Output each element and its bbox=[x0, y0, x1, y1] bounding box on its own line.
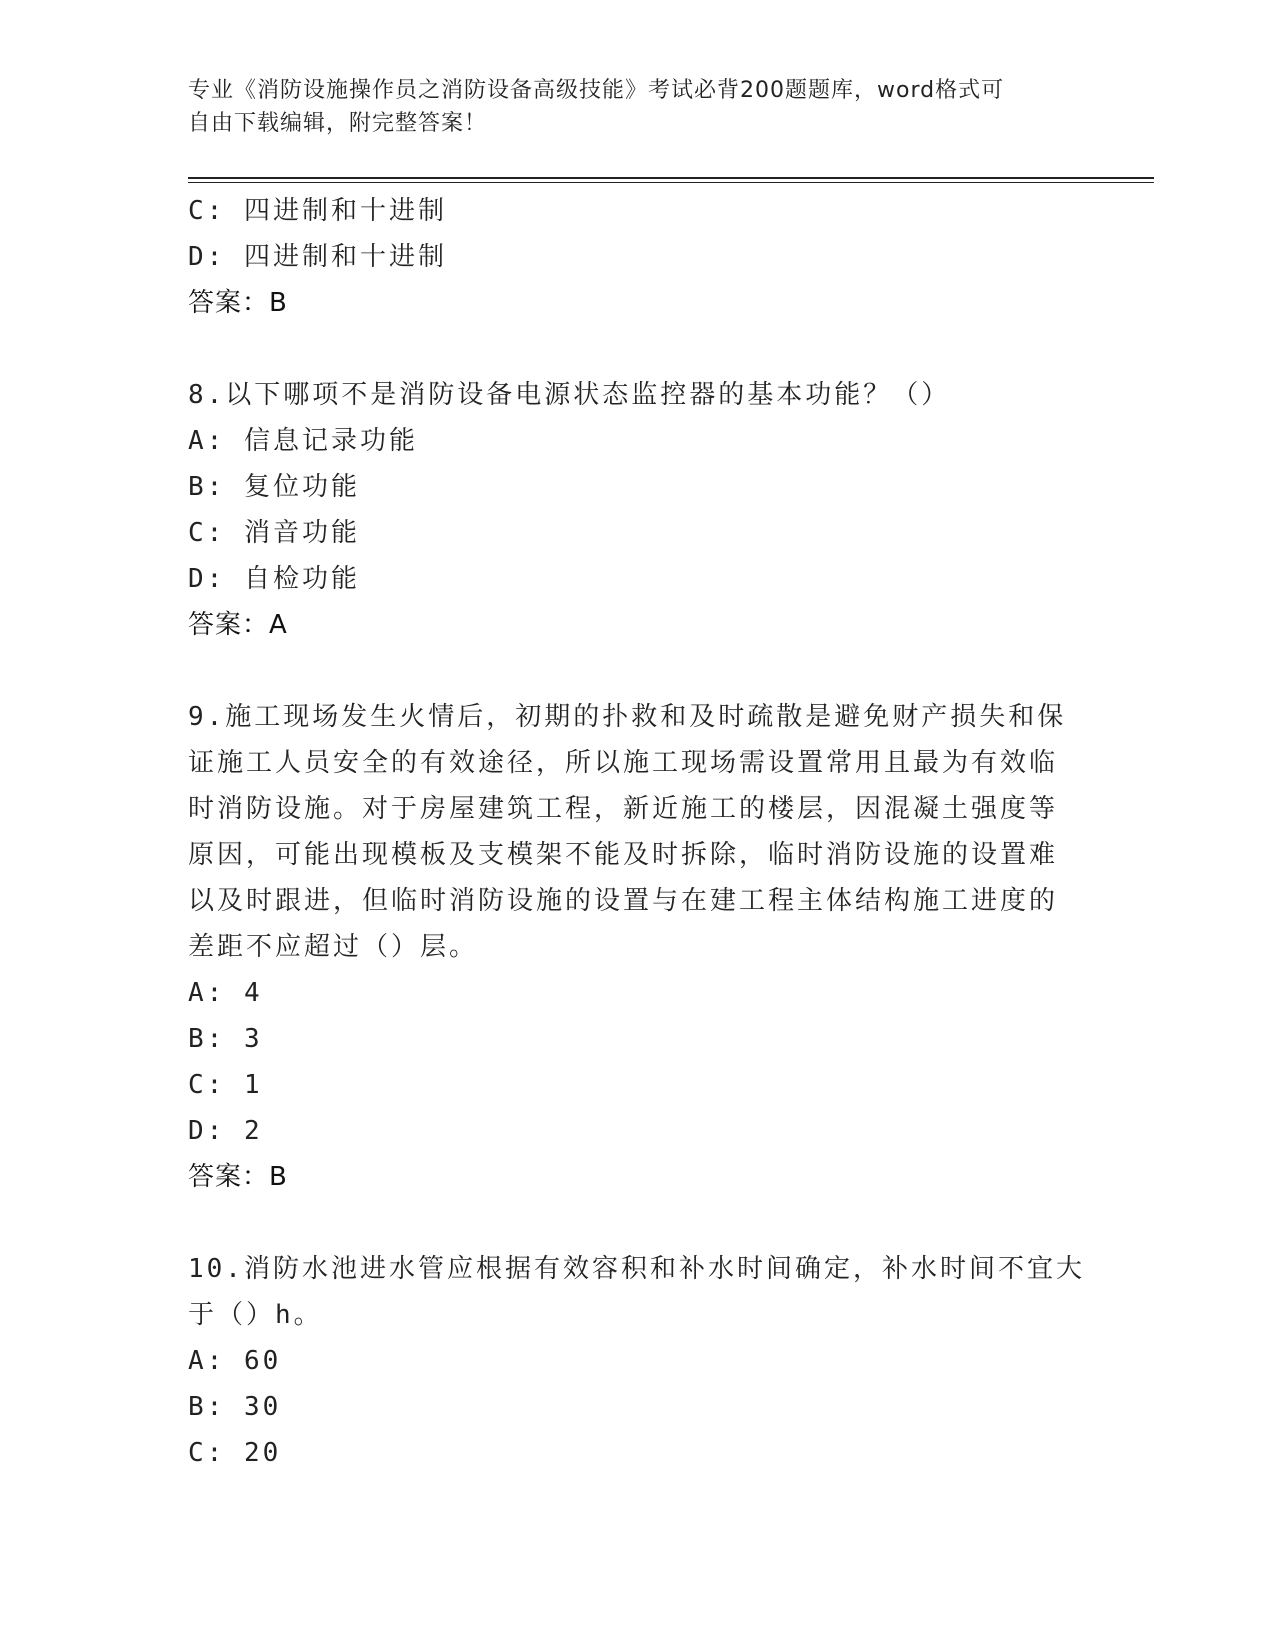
option-a: A: 4 bbox=[188, 978, 263, 1008]
option-c: C: 1 bbox=[188, 1070, 263, 1100]
option-c: C: 20 bbox=[188, 1438, 282, 1468]
option-a: A: 信息记录功能 bbox=[188, 426, 418, 456]
question-8 bbox=[188, 372, 1088, 648]
question-spacer bbox=[188, 1200, 1088, 1246]
option-a: A: 60 bbox=[188, 1346, 282, 1376]
question-text-line: 原因，可能出现模板及支模架不能及时拆除，临时消防设施的设置难 bbox=[188, 840, 1059, 870]
question-text-line: 9.施工现场发生火情后，初期的扑救和及时疏散是避免财产损失和保 bbox=[188, 702, 1067, 732]
question-text-line: 时消防设施。对于房屋建筑工程，新近施工的楼层，因混凝土强度等 bbox=[188, 794, 1059, 824]
question-text-line: 于（）h。 bbox=[188, 1300, 323, 1330]
option-d: D: 2 bbox=[188, 1116, 263, 1146]
option-b: B: 3 bbox=[188, 1024, 263, 1054]
question-text: 8.以下哪项不是消防设备电源状态监控器的基本功能？（） bbox=[188, 380, 951, 410]
answer-line: 答案：B bbox=[188, 288, 288, 318]
document-header bbox=[188, 74, 1068, 140]
header-divider-thin bbox=[188, 182, 1154, 183]
option-d: D: 自检功能 bbox=[188, 564, 360, 594]
option-c: C: 消音功能 bbox=[188, 518, 360, 548]
document-body bbox=[188, 188, 1088, 1476]
answer-line: 答案：A bbox=[188, 610, 288, 640]
header-line-2: 自由下载编辑，附完整答案！ bbox=[188, 111, 488, 136]
option-b: B: 复位功能 bbox=[188, 472, 360, 502]
option-c: C: 四进制和十进制 bbox=[188, 196, 447, 226]
question-text-line: 以及时跟进，但临时消防设施的设置与在建工程主体结构施工进度的 bbox=[188, 886, 1059, 916]
option-d: D: 四进制和十进制 bbox=[188, 242, 447, 272]
question-spacer bbox=[188, 648, 1088, 694]
header-line-1: 专业《消防设施操作员之消防设备高级技能》考试必背200题题库，word格式可 bbox=[188, 78, 1005, 103]
question-text-line: 差距不应超过（）层。 bbox=[188, 932, 479, 962]
header-divider-thick bbox=[188, 177, 1154, 179]
option-b: B: 30 bbox=[188, 1392, 282, 1422]
question-10 bbox=[188, 1246, 1088, 1476]
answer-line: 答案：B bbox=[188, 1162, 288, 1192]
question-text-line: 证施工人员安全的有效途径，所以施工现场需设置常用且最为有效临 bbox=[188, 748, 1059, 778]
question-spacer bbox=[188, 326, 1088, 372]
question-9 bbox=[188, 694, 1088, 1200]
question-text-line: 10.消防水池进水管应根据有效容积和补水时间确定，补水时间不宜大 bbox=[188, 1254, 1085, 1284]
question-7-tail bbox=[188, 188, 1088, 326]
